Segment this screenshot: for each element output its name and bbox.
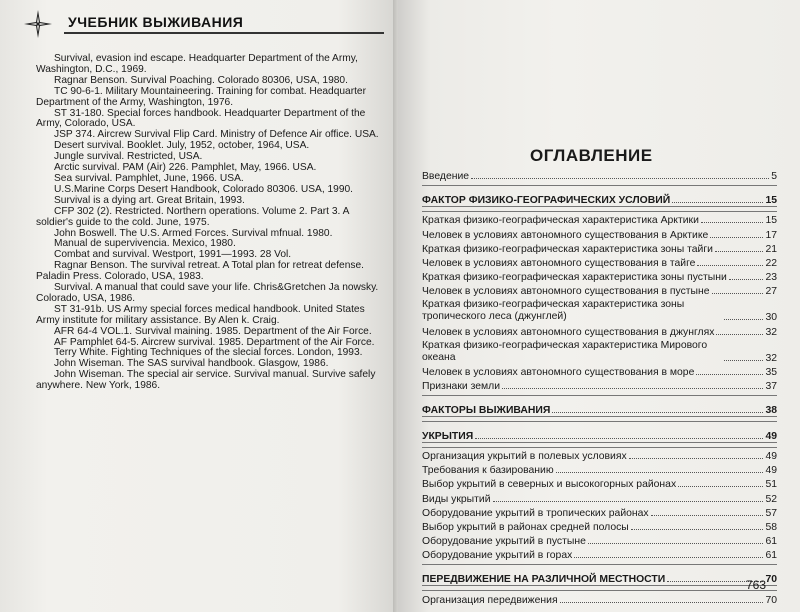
toc-leader-dots xyxy=(631,528,764,530)
left-page xyxy=(0,0,398,612)
toc-page-number: 37 xyxy=(765,380,777,392)
toc-divider xyxy=(422,442,777,443)
toc-page-number: 49 xyxy=(765,430,777,442)
toc-entry-label: ПЕРЕДВИЖЕНИЕ НА РАЗЛИЧНОЙ МЕСТНОСТИ xyxy=(422,574,666,586)
reference-text: Survival. A manual that could save your life. Chris&Gretchen Ja nowsky. Colorado, USA, 1986. xyxy=(36,282,379,304)
toc-leader-dots xyxy=(697,264,763,266)
toc-page-number: 61 xyxy=(765,536,777,548)
page-number: 763 xyxy=(746,578,767,592)
toc-page-number: 27 xyxy=(765,286,777,298)
toc-page-number: 38 xyxy=(765,404,777,416)
toc-entry[interactable] xyxy=(422,462,777,476)
reference-text: CFP 302 (2). Restricted. Northern operations. Volume 2. Part 3. A soldier's guide to the cold. June, 1975. xyxy=(36,205,349,228)
toc-entry-label: Краткая физико-географическая характеристика Мирового океана xyxy=(422,339,708,363)
toc-entry[interactable] xyxy=(422,490,777,504)
toc-entry[interactable] xyxy=(422,168,777,182)
toc-leader-dots xyxy=(475,437,763,439)
reference-text: Terry White. Fighting Techniques of the slecial forces. London, 1993. xyxy=(54,347,363,359)
toc-entry-label: Человек в условиях автономного существования в пустыне xyxy=(422,286,710,298)
toc-section-entry[interactable] xyxy=(422,565,777,585)
toc-page-number: 15 xyxy=(765,215,777,227)
toc-entry[interactable] xyxy=(422,226,777,240)
toc-divider xyxy=(422,585,777,586)
toc-entry[interactable] xyxy=(422,533,777,547)
reference-text: ST 31-180. Special forces handbook. Headquarter Department of the Army, Colorado, USA. xyxy=(36,107,366,130)
reference-entry xyxy=(36,283,388,305)
toc-entry[interactable] xyxy=(422,283,777,297)
toc-page-number: 15 xyxy=(765,195,777,207)
toc-page-number: 32 xyxy=(765,326,777,338)
toc-page-number: 32 xyxy=(765,352,777,364)
toc-entry-label: УКРЫТИЯ xyxy=(422,430,474,442)
toc-page-number: 49 xyxy=(765,465,777,477)
toc-leader-dots xyxy=(560,601,764,603)
toc-page-number: 22 xyxy=(765,257,777,269)
toc-page-number: 5 xyxy=(771,171,777,183)
toc-page-number: 58 xyxy=(765,522,777,533)
toc-leader-dots xyxy=(556,471,764,473)
toc-entry[interactable] xyxy=(422,338,777,364)
toc-leader-dots xyxy=(651,514,764,516)
toc-entry[interactable] xyxy=(422,591,777,605)
reference-text: John Boswell. The U.S. Armed Forces. Survival mfnual. 1980. xyxy=(54,227,333,239)
reference-entry xyxy=(36,261,388,283)
reference-text: Desert survival. Booklet. July, 1952, october, 1964, USA. xyxy=(54,140,310,152)
reference-entry xyxy=(36,87,388,109)
reference-text: John Wiseman. The special air service. Survival manual. Survive safely anywhere. New York, 1986. xyxy=(36,369,376,392)
reference-text: Ragnar Benson. The survival retreat. A Total plan for retreat defense. Paladin Press. Colorado, USA, 1983. xyxy=(36,260,364,283)
toc-leader-dots xyxy=(552,411,763,413)
toc-entry-label: Человек в условиях автономного существования в джунглях xyxy=(422,326,715,338)
reference-text: Ragnar Benson. Survival Poaching. Colorado 80306, USA, 1980. xyxy=(54,74,348,86)
toc-entry-label: Организация передвижения xyxy=(422,594,558,606)
toc-entry-label: ФАКТОР ФИЗИКО-ГЕОГРАФИЧЕСКИХ УСЛОВИЙ xyxy=(422,195,671,207)
toc-leader-dots xyxy=(712,292,764,294)
toc-entry-label: Краткая физико-географическая характеристика зоны тайги xyxy=(422,243,713,255)
toc-entry[interactable] xyxy=(422,323,777,337)
running-head-rule xyxy=(64,32,384,34)
reference-text: John Wiseman. The SAS survival handbook. Glasgow, 1986. xyxy=(54,358,329,370)
toc-page-number: 35 xyxy=(765,366,777,378)
toc-entry-label: Организация укрытий в полевых условиях xyxy=(422,451,627,463)
toc-entry[interactable] xyxy=(422,505,777,519)
toc-entry-label: Виды укрытий xyxy=(422,493,491,505)
reference-text: Arctic survival. PAM (Air) 226. Pamphlet, May, 1966. USA. xyxy=(54,162,317,174)
toc-leader-dots xyxy=(574,556,763,558)
toc-leader-dots xyxy=(729,278,764,280)
toc-entry-label: Требования к базированию xyxy=(422,465,554,477)
toc-section-entry[interactable] xyxy=(422,186,777,206)
toc-leader-dots xyxy=(672,201,763,203)
reference-entry xyxy=(36,54,388,76)
toc-page-number: 30 xyxy=(765,312,777,324)
toc-page-number: 57 xyxy=(765,507,777,519)
toc-section-entry[interactable] xyxy=(422,396,777,416)
toc-page-number: 49 xyxy=(765,451,777,463)
toc-page-number: 70 xyxy=(765,574,777,586)
running-head xyxy=(24,10,394,36)
toc-leader-dots xyxy=(678,485,763,487)
toc-entry[interactable] xyxy=(422,547,777,561)
toc-entry-label: Выбор укрытий в районах средней полосы xyxy=(422,522,629,533)
toc-entry[interactable] xyxy=(422,269,777,283)
toc-leader-dots xyxy=(716,333,763,335)
toc-entry[interactable] xyxy=(422,364,777,378)
toc-page-number: 61 xyxy=(765,550,777,562)
toc-divider xyxy=(422,416,777,417)
toc-divider xyxy=(422,206,777,207)
toc-page-number: 17 xyxy=(765,229,777,241)
toc-entry[interactable] xyxy=(422,448,777,462)
toc-leader-dots xyxy=(724,318,763,320)
toc-entry-label: Краткая физико-географическая характеристика зоны тропического леса (джунглей) xyxy=(422,299,685,323)
reference-entry xyxy=(36,109,388,131)
reference-text: Survival, evasion ind escape. Headquarter Department of the Army, Washington, D.C., 1969. xyxy=(36,53,358,75)
reference-text: ST 31-91b. US Army special forces medical handbook. United States Army institute for military assistance. By Alen k. Craig. xyxy=(36,303,365,326)
toc-leader-dots xyxy=(724,359,763,361)
toc-entry-label: Краткая физико-географическая характеристика Арктики xyxy=(422,215,699,227)
toc-leader-dots xyxy=(715,250,764,252)
toc-entry-label: Человек в условиях автономного существования в тайге xyxy=(422,257,696,269)
toc-page-number: 23 xyxy=(765,272,777,284)
running-head-title: УЧЕБНИК ВЫЖИВАНИЯ xyxy=(68,14,244,30)
toc-page-number: 51 xyxy=(765,479,777,491)
reference-entry xyxy=(36,207,388,229)
toc-entry[interactable] xyxy=(422,476,777,490)
toc-entry-label: Краткая физико-географическая характеристика зоны пустыни xyxy=(422,272,727,284)
toc-entry-label: Оборудование укрытий в горах xyxy=(422,550,573,562)
toc-leader-dots xyxy=(710,236,763,238)
reference-text: JSP 374. Aircrew Survival Flip Card. Ministry of Defence Air office. USA. xyxy=(54,129,379,141)
toc-leader-dots xyxy=(588,542,764,544)
reference-text: Manual de supervivencia. Mexico, 1980. xyxy=(54,238,236,250)
table-of-contents xyxy=(422,168,777,606)
toc-entry[interactable] xyxy=(422,378,777,392)
toc-leader-dots xyxy=(701,221,764,223)
toc-entry[interactable] xyxy=(422,519,777,533)
toc-leader-dots xyxy=(629,457,764,459)
toc-entry-label: Выбор укрытий в северных и высокогорных районах xyxy=(422,479,677,491)
reference-text: AFR 64-4 VOL.1. Survival maining. 1985. Department of the Air Force. xyxy=(54,325,372,337)
toc-entry-label: Человек в условиях автономного существования в море xyxy=(422,366,695,378)
compass-star-icon xyxy=(24,10,52,38)
reference-text: U.S.Marine Corps Desert Handbook, Colorado 80306. USA, 1990. xyxy=(54,183,353,195)
reference-text: Survival is a dying art. Great Britain, 1993. xyxy=(54,194,245,206)
toc-page-number: 21 xyxy=(765,243,777,255)
toc-leader-dots xyxy=(493,500,764,502)
toc-entry-label: Оборудование укрытий в тропических районах xyxy=(422,507,649,519)
reference-text: Jungle survival. Restricted, USA. xyxy=(54,151,203,163)
toc-page-number: 70 xyxy=(765,594,777,606)
toc-entry[interactable] xyxy=(422,255,777,269)
toc-entry-label: Признаки земли xyxy=(422,380,501,392)
toc-leader-dots xyxy=(502,387,763,389)
toc-page-number: 52 xyxy=(765,493,777,505)
reference-text: Sea survival. Pamphlet, June, 1966. USA. xyxy=(54,172,244,184)
reference-entry xyxy=(36,305,388,327)
toc-entry[interactable] xyxy=(422,212,777,226)
reference-entry xyxy=(36,370,388,392)
bibliography-list xyxy=(36,54,388,392)
toc-entry-label: ФАКТОРЫ ВЫЖИВАНИЯ xyxy=(422,404,551,416)
toc-section-entry[interactable] xyxy=(422,422,777,442)
reference-text: TC 90-6-1. Military Mountaineering. Training for combat. Headquarter Department of the Army, Washington, 1976. xyxy=(36,85,366,108)
toc-title: ОГЛАВЛЕНИЕ xyxy=(530,146,653,165)
toc-leader-dots xyxy=(696,373,763,375)
toc-entry[interactable] xyxy=(422,297,777,323)
toc-entry[interactable] xyxy=(422,241,777,255)
reference-text: AF Pamphlet 64-5. Aircrew survival. 1985. Department of the Air Force. xyxy=(54,336,375,348)
toc-entry-label: Человек в условиях автономного существования в Арктике xyxy=(422,229,709,241)
toc-entry-label: Введение xyxy=(422,171,470,183)
toc-leader-dots xyxy=(471,177,769,179)
reference-text: Combat and survival. Westport, 1991—1993. 28 Vol. xyxy=(54,249,292,261)
toc-entry-label: Оборудование укрытий в пустыне xyxy=(422,536,586,548)
